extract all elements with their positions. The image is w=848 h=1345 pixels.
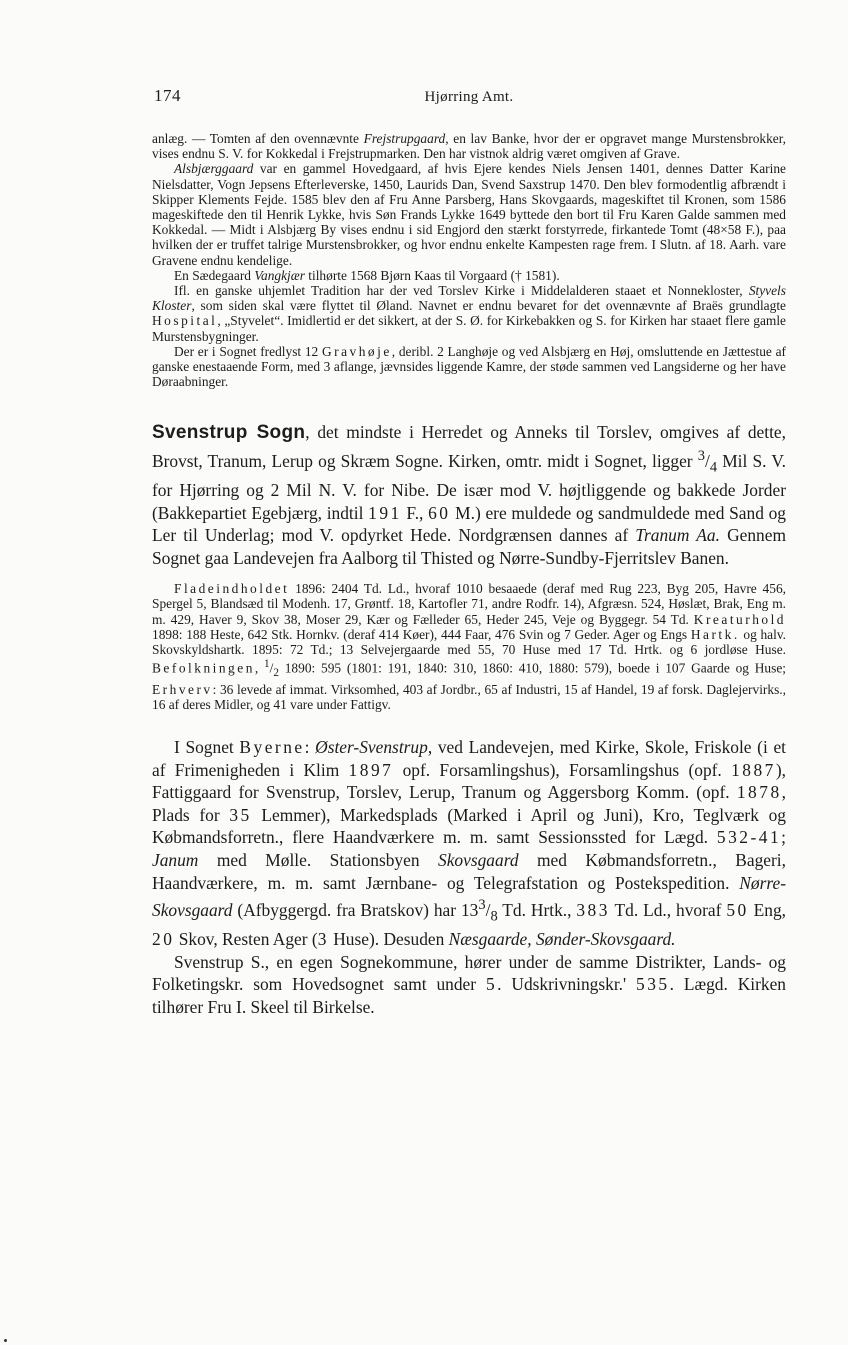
running-head: Hjørring Amt. — [424, 89, 514, 105]
page-number: 174 — [154, 86, 181, 105]
paragraph-nonnekloster: Ifl. en ganske uhjemlet Tradition har der ved Torslev Kirke i Middelalderen staaet et Nonnekloster, Styvels Kloster, som siden skal være flyttet til Øland. Navnet er endnu bevaret for det ovennævnte af Braës grundlagte Hospital, „Styvelet“. Imidlertid er det sikkert, at der S. Ø. for Kirkebakken og S. for Kirken har staaet flere gamle Murstensbygninger. — [152, 283, 786, 344]
paragraph-alsbjaerggaard: Alsbjærggaard var en gammel Hovedgaard, af hvis Ejere kendes Niels Jensen 1401, dennes Datter Karine Nielsdatter, Vogn Jepsens Efterleverske, 1450, Laurids Dan, Svend Saxstrup 1470. Den blev formodentlig afbrændt i Skipper Klements Fejde. 1585 blev den af Fru Anne Parsberg, Hans Skovgaards, mageskiftet til Kronen, som 1586 mageskiftede den til Henrik Lykke, hvis Søn Frands Lykke 1649 byttede den bort til Fru Karen Galde sammen med Kokkedal. — Midt i Alsbjærg By vises endnu i sid Engjord den stærkt forstyrrede, firkantede Tomt (48×58 F.), paa hvilken der er truffet talrige Murstensbrokker, og hvor endnu enkelte Kampesten rage frem. I Slutn. af 18. Aarh. vare Gravene endnu kendelige. — [152, 161, 786, 268]
paragraph-sognekommune: Svenstrup S., en egen Sognekommune, hører under de samme Distrikter, Lands- og Folketingskr. som Hovedsognet samt under 5. Udskrivningskr.' 535. Lægd. Kirken tilhører Fru I. Skeel til Birkelse. — [152, 951, 787, 1017]
paragraph-vangkjaer: En Sædegaard Vangkjær tilhørte 1568 Bjørn Kaas til Vorgaard († 1581). — [174, 267, 560, 283]
page-header — [152, 84, 786, 108]
paragraph-byerne: I Sognet Byerne: Øster-Svenstrup, ved Landevejen, med Kirke, Skole, Friskole (i et af Frimenigheden i Klim 1897 opf. Forsamlingshus), Forsamlingshus (opf. 1887), Fattiggaard for Svenstrup, Torslev, Lerup, Tranum og Aggersborg Komm. (opf. 1878, Plads for 35 Lemmer), Markedsplads (Marked i April og Juni), Kro, Teglværk og Købmandsforretn., flere Haandværkere m. m. samt Sessionssted for Lægd. 532-41; Janum med Mølle. Stationsbyen Skovsgaard med Købmandsforretn., Bageri, Haandværkere, m. m. samt Jærnbane- og Telegrafstation og Postekspedition. Nørre-Skovsgaard (Afbyggergd. fra Bratskov) har $13^3/_8$ Td. Hrtk., 383 Td. Ld., hvoraf 50 Eng, 20 Skov, Resten Ager (3 Huse). Desuden Næsgaarde, Sønder-Skovsgaard. — [152, 737, 786, 950]
section-heading: Svenstrup Sogn — [152, 422, 306, 444]
paragraph-gravhoeje: Der er i Sognet fredlyst 12 Gravhøje, deribl. 2 Langhøje og ved Alsbjærg en Høj, omsluttende en Jættestue af ganske enestaaende Form, med 3 aflange, jævnsides liggende Kamre, der støde sammen ved Langsiderne og her have Døraabninger. — [152, 343, 786, 390]
ink-speck — [4, 1339, 7, 1342]
paragraph-frejstrupgaard: anlæg. — Tomten af den ovennævnte Frejstrupgaard, en lav Banke, hvor der er opgravet mange Murstensbrokker, vises endnu S. V. for Kokkedal i Frejstrupmarken. Den har vistnok aldrig været omgiven af Grave. — [152, 131, 786, 162]
book-page — [152, 84, 786, 1018]
paragraph-svenstrup-sogn: Svenstrup Sogn, det mindste i Herredet og Anneks til Torslev, omgives af dette, Brovst, Tranum, Lerup og Skræm Sogne. Kirken, omtr. midt i Sognet, ligger $^3/_4$ Mil S. V. for Hjørring og 2 Mil N. V. for Nibe. De især mod V. højtliggende og bakkede Jorder (Bakkepartiet Egebjærg, indtil 191 F., 60 M.) ere muldede og sandmuldede med Sand og Ler til Underlag; mod V. opdyrket Hede. Nordgrænsen dannes af Tranum Aa. Gennem Sognet gaa Landevejen fra Aalborg til Thisted og Nørre-Sundby-Fjerritslev Banen. — [152, 422, 787, 568]
paragraph-statistics: Fladeindholdet 1896: 2404 Td. Ld., hvoraf 1010 besaaede (deraf med Rug 223, Byg 205, Havre 456, Spergel 5, Blandsæd til Modenh. 17, Grøntf. 18, Kartofler 71, andre Rodfr. 14), Afgræsn. 524, Høslæt, Brak, Eng m. m. 429, Haver 9, Skov 38, Moser 29, Kær og Fælleder 65, Heder 245, Veje og Byggegr. 54 Td. Kreaturhold 1898: 188 Heste, 642 Stk. Hornkv. (deraf 414 Køer), 444 Faar, 476 Svin og 7 Geder. Ager og Engs Hartk. og halv. Skovskyldshartk. 1895: 72 Td.; 13 Selvejergaarde med 55, 70 Huse med 17 Td. Hrtk. og 6 jordløse Huse. Befolkningen, $^1/_2$ 1890: 595 (1801: 191, 1840: 310, 1860: 410, 1880: 579), boede i 107 Gaarde og Huse; Erhverv: 36 levede af immat. Virksomhed, 403 af Jordbr., 65 af Industri, 15 af Handel, 19 af forsk. Daglejervirks., 16 af deres Midler, og 41 vare under Fattigv. — [152, 581, 787, 712]
